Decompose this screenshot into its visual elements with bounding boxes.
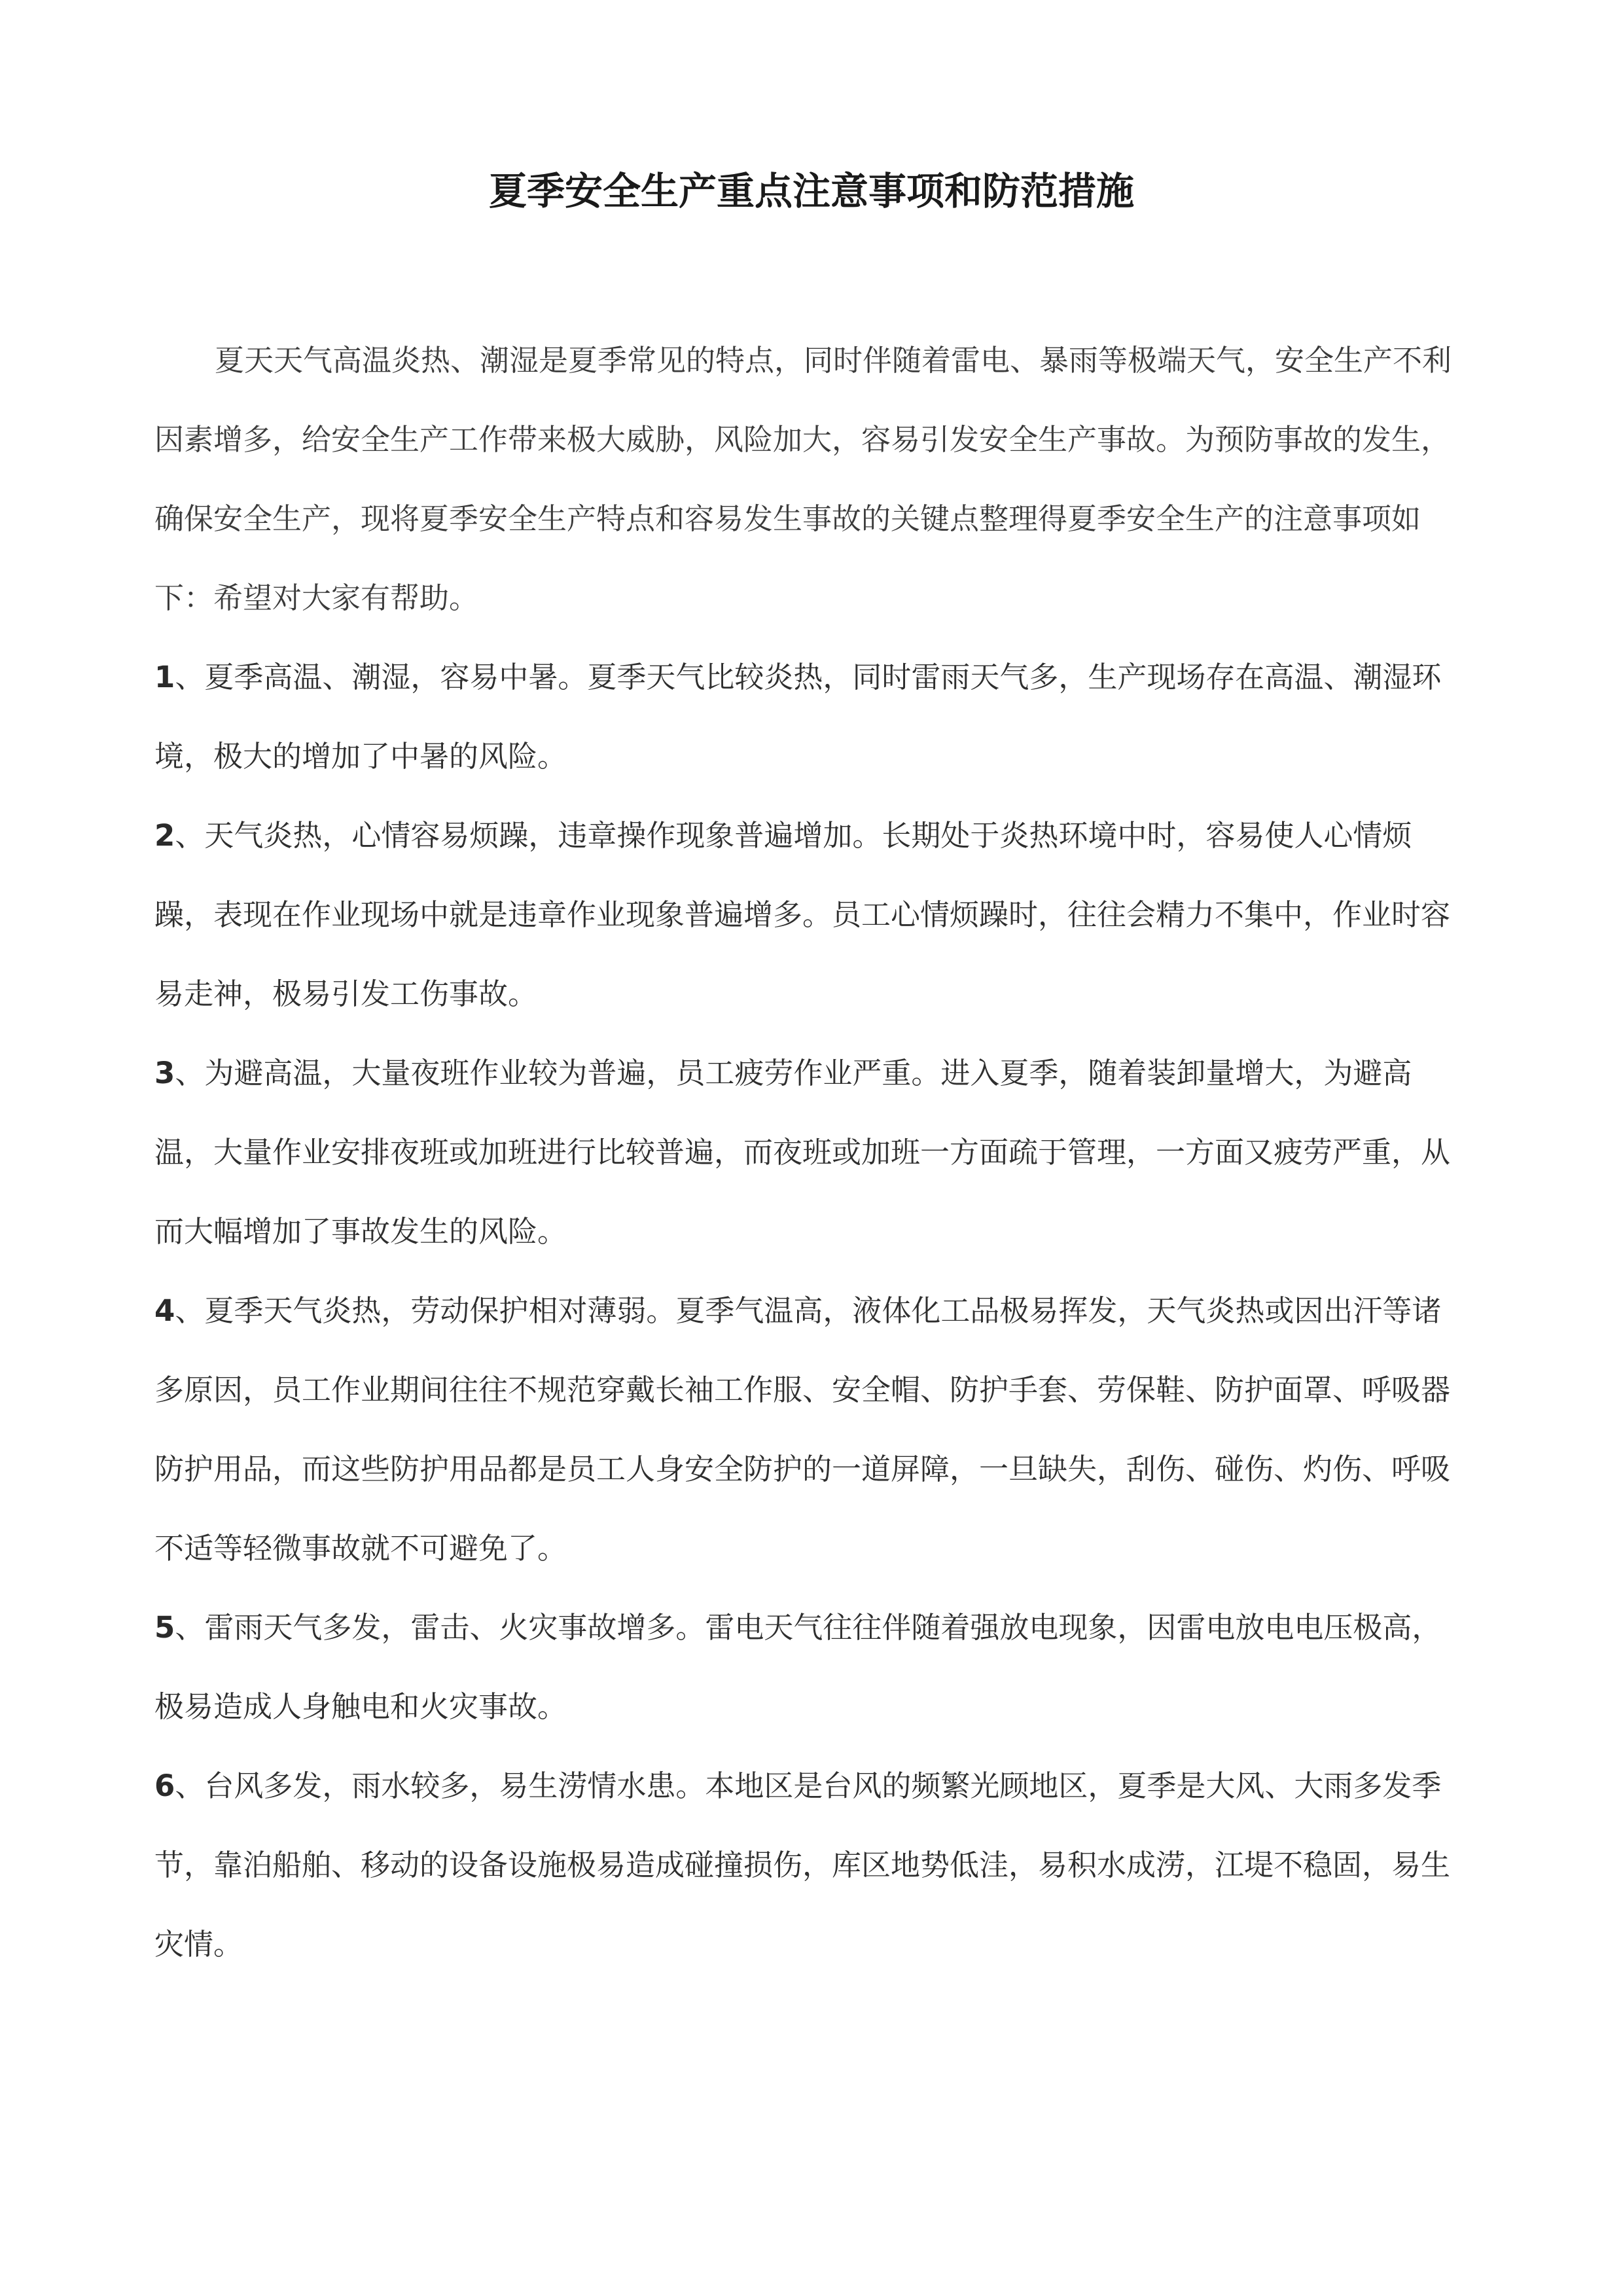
list-item bbox=[154, 1588, 1470, 1746]
list-item bbox=[154, 1271, 1470, 1588]
item-text: 、天气炎热，心情容易烦躁，违章操作现象普遍增加。长期处于炎热环境中时，容易使人心情烦躁，表现在作业现场中就是违章作业现象普遍增多。员工心情烦躁时，往往会精力不集中，作业时容易走神，极易引发工伤事故。 bbox=[154, 818, 1451, 1011]
list-item bbox=[154, 637, 1470, 796]
intro-paragraph: 夏天天气高温炎热、潮湿是夏季常见的特点，同时伴随着雷电、暴雨等极端天气，安全生产不利因素增多，给安全生产工作带来极大威胁，风险加大，容易引发安全生产事故。为预防事故的发生，确保安全生产，现将夏季安全生产特点和容易发生事故的关键点整理得夏季安全生产的注意事项如下：希望对大家有帮助。 bbox=[154, 343, 1452, 615]
item-number: 3 bbox=[154, 1056, 175, 1090]
item-number: 5 bbox=[154, 1610, 175, 1645]
list-item bbox=[154, 1033, 1470, 1271]
item-text: 、夏季天气炎热，劳动保护相对薄弱。夏季气温高，液体化工品极易挥发，天气炎热或因出汗等诸多原因，员工作业期间往往不规范穿戴长袖工作服、安全帽、防护手套、劳保鞋、防护面罩、呼吸器防护用品，而这些防护用品都是员工人身安全防护的一道屏障，一旦缺失，刮伤、碰伤、灼伤、呼吸不适等轻微事故就不可避免了。 bbox=[154, 1293, 1451, 1566]
item-number: 1 bbox=[154, 660, 175, 694]
list-item bbox=[154, 796, 1470, 1033]
document-body bbox=[154, 321, 1470, 1984]
item-text: 、为避高温，大量夜班作业较为普遍，员工疲劳作业严重。进入夏季，随着装卸量增大，为避高温，大量作业安排夜班或加班进行比较普遍，而夜班或加班一方面疏于管理，一方面又疲劳严重，从而大幅增加了事故发生的风险。 bbox=[154, 1056, 1451, 1249]
item-number: 2 bbox=[154, 818, 175, 853]
list-item bbox=[154, 1746, 1470, 1984]
item-number: 4 bbox=[154, 1293, 175, 1328]
document-title: 夏季安全生产重点注意事项和防范措施 bbox=[488, 169, 1134, 213]
item-text: 、雷雨天气多发，雷击、火灾事故增多。雷电天气往往伴随着强放电现象，因雷电放电电压极高，极易造成人身触电和火灾事故。 bbox=[154, 1610, 1442, 1724]
item-text: 、夏季高温、潮湿，容易中暑。夏季天气比较炎热，同时雷雨天气多，生产现场存在高温、潮湿环境，极大的增加了中暑的风险。 bbox=[154, 660, 1442, 774]
item-number: 6 bbox=[154, 1768, 175, 1803]
item-text: 、台风多发，雨水较多，易生涝情水患。本地区是台风的频繁光顾地区，夏季是大风、大雨多发季节，靠泊船舶、移动的设备设施极易造成碰撞损伤，库区地势低洼，易积水成涝，江堤不稳固，易生灾情。 bbox=[154, 1768, 1451, 1962]
